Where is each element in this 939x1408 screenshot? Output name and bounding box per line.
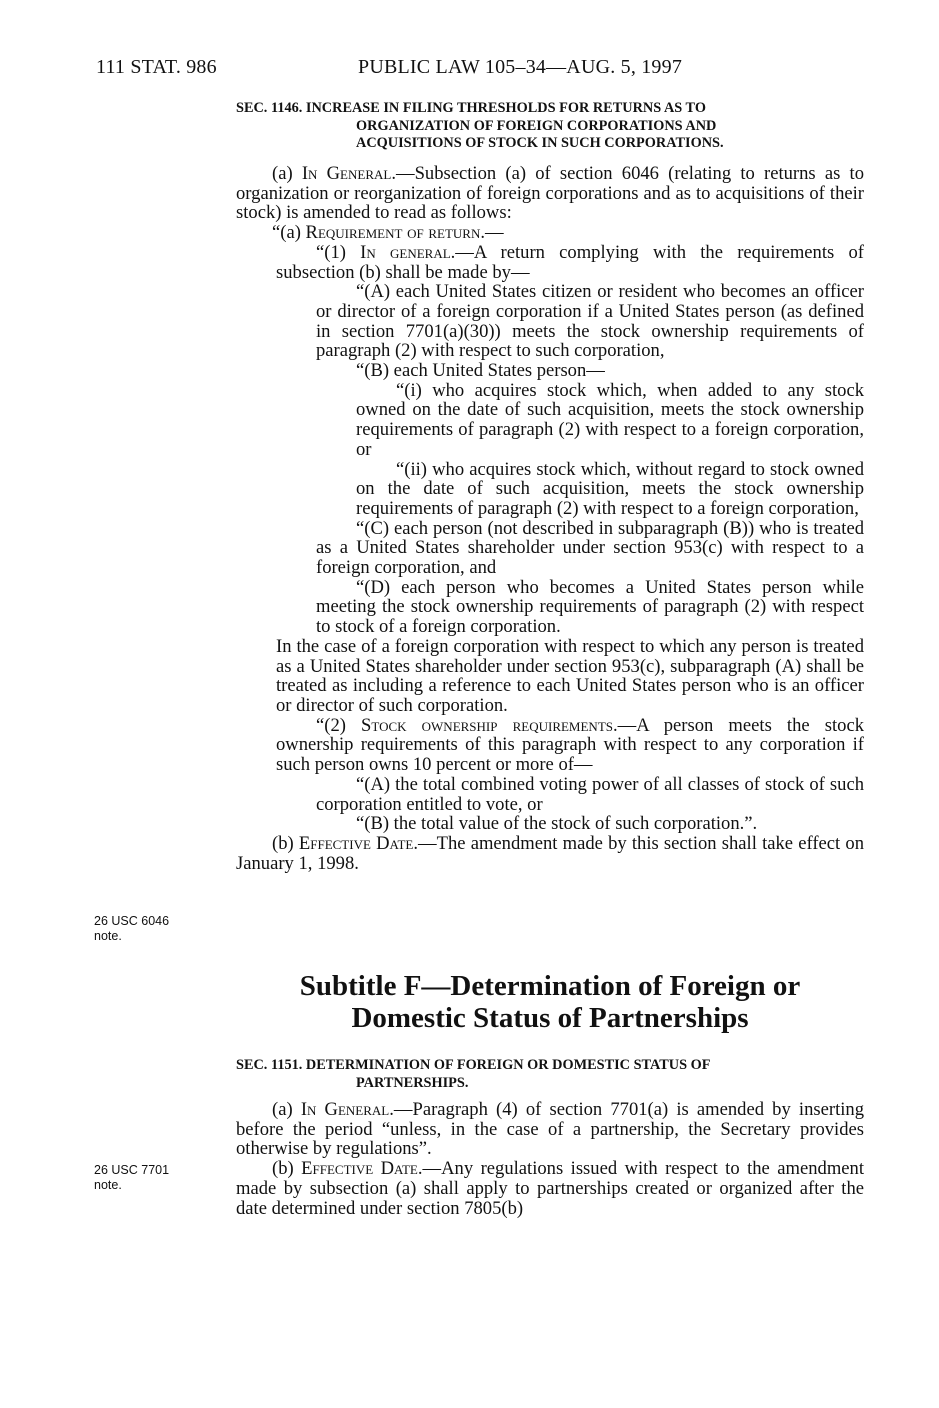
paragraph-2-B: “(B) the total value of the stock of such corporation.”. [356,813,758,835]
subtitle-line1: Subtitle F—Determination of Foreign or [299,970,801,1002]
sec-1151-body [236,1100,864,1218]
subsection-b-effective-date: (b) Effective Date.—The amendment made by this section shall take effect on January 1, 1998. [236,832,864,874]
subparagraph-C: “(C) each person (not described in subparagraph (B)) who is treated as a United States shareholder under section 953(c) with respect to a foreign corporation, and [316,517,864,579]
margin-note-26-usc-6046: 26 USC 6046 note. [94,914,170,943]
sec-1151-heading-line1: SEC. 1151. DETERMINATION OF FOREIGN OR DOMESTIC STATUS OF [236,1057,711,1073]
subparagraph-B: “(B) each United States person— [356,360,605,382]
stat-page-number: 111 STAT. 986 [96,56,217,78]
subtitle-line2: Domestic Status of Partnerships [351,1002,749,1034]
sec-1146-body [236,164,864,873]
subparagraph-D: “(D) each person who becomes a United States person while meeting the stock ownership requirements of paragraph (2) with respect to stock of a foreign corporation. [316,576,864,638]
subtitle-f-heading [200,970,900,1034]
sec-1146-heading-line3: ACQUISITIONS OF STOCK IN SUCH CORPORATIONS. [356,135,724,151]
subparagraph-A: “(A) each United States citizen or resident who becomes an officer or director of a foreign corporation if a United States person (as defined in section 7701(a)(30)) meets the stock ownership requirements of paragraph (2) with respect to such corporation, [316,281,864,362]
case-flush-text: In the case of a foreign corporation with respect to which any person is treated as a United States shareholder under section 953(c), subparagraph (A) shall be treated as including a reference to each United States person who is an officer or director of such corporation. [276,635,864,716]
subsection-a: (a) In General.—Subsection (a) of section 6046 (relating to returns as to organization or reorganization of foreign corporations and as to acquisitions of their stock) is amended to read as follows: [236,163,864,224]
sec-1151-subsection-a: (a) In General.—Paragraph (4) of section 7701(a) is amended by inserting before the period “unless, in the case of a partnership, the Secretary provides otherwise by regulations”. [236,1099,865,1160]
public-law-citation: PUBLIC LAW 105–34—AUG. 5, 1997 [358,56,683,78]
sec-1151-heading-line2: PARTNERSHIPS. [356,1074,469,1091]
sec-1151-heading [236,1057,864,1092]
sec-1146-heading-line2: ORGANIZATION OF FOREIGN CORPORATIONS AND [356,117,717,134]
paragraph-2-A: “(A) the total combined voting power of all classes of stock of such corporation entitled to vote, or [316,773,864,815]
sec-1151-subsection-b: (b) Effective Date.—Any regulations issued with respect to the amendment made by subsection (a) shall apply to partnerships created or organized after the date determined under section 7805(b) [236,1158,864,1219]
sec-1146-heading [236,100,864,153]
clause-Bi: “(i) who acquires stock which, when added to any stock owned on the date of such acquisition, meets the stock ownership requirements of paragraph (2) with respect to a foreign corporation, or [356,379,864,460]
subsection-a-requirement: “(a) Requirement of return.— [272,222,504,244]
paragraph-2: “(2) Stock ownership requirements.—A person meets the stock ownership requirements of this paragraph with respect to any corporation if such person owns 10 percent or more of— [276,714,864,776]
paragraph-1: “(1) In general.—A return complying with the requirements of subsection (b) shall be made by— [276,241,864,283]
margin-note-26-usc-7701: 26 USC 7701 note. [94,1163,170,1192]
sec-1146-heading-line1: SEC. 1146. INCREASE IN FILING THRESHOLDS FOR RETURNS AS TO [236,100,706,116]
clause-Bii: “(ii) who acquires stock which, without regard to stock owned on the date of such acquisition, meets the stock ownership requirements of paragraph (2) with respect to a foreign corporation, [356,458,864,519]
